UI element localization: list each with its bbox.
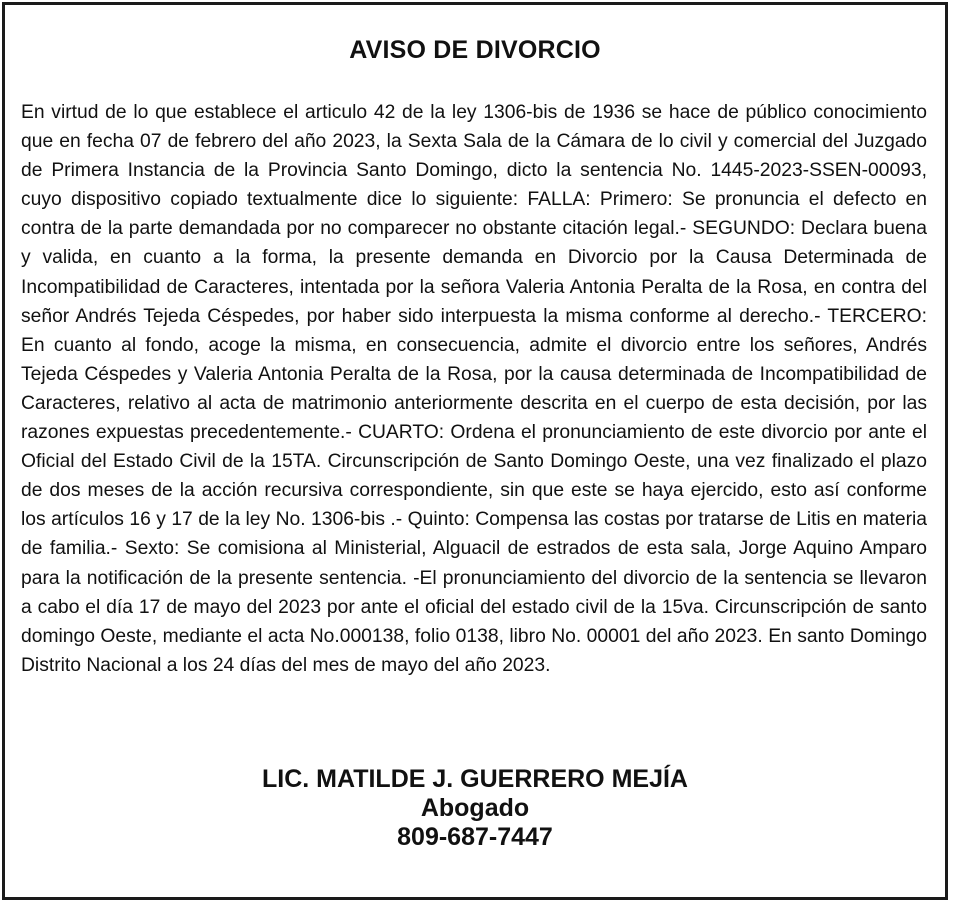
signature-phone: 809-687-7447 bbox=[397, 823, 553, 851]
divorce-notice bbox=[2, 2, 948, 900]
signature-block bbox=[5, 765, 945, 852]
notice-body: En virtud de lo que establece el articulo 42 de la ley 1306-bis de 1936 se hace de público conocimiento que en fecha 07 de febrero del año 2023, la Sexta Sala de la Cámara de lo civil y comercial del Juzgado de Primera Instancia de la Provincia Santo Domingo, dicto la sentencia No. 1445-2023-SSEN-00093, cuyo dispositivo copiado textualmente dice lo siguiente: FALLA: Primero: Se pronuncia el defecto en contra de la parte demandada por no comparecer no obstante citación legal.- SEGUNDO: Declara buena y valida, en cuanto a la forma, la presente demanda en Divorcio por la Causa Determinada de Incompatibilidad de Caracteres, intentada por la señora Valeria Antonia Peralta de la Rosa, en contra del señor Andrés Tejeda Céspedes, por haber sido interpuesta la misma conforme al derecho.- TERCERO: En cuanto al fondo, acoge la misma, en consecuencia, admite el divorcio entre los señores, Andrés Tejeda Céspedes y Valeria Antonia Peralta de la Rosa, por la causa determinada de Incompatibilidad de Caracteres, relativo al acta de matrimonio anteriormente descrita en el cuerpo de esta decisión, por las razones expuestas precedentemente.- CUARTO: Ordena el pronunciamiento de este divorcio por ante el Oficial del Estado Civil de la 15TA. Circunscripción de Santo Domingo Oeste, una vez finalizado el plazo de dos meses de la acción recursiva correspondiente, sin que este se haya ejercido, esto así conforme los artículos 16 y 17 de la ley No. 1306-bis .- Quinto: Compensa las costas por tratarse de Litis en materia de familia.- Sexto: Se comisiona al Ministerial, Alguacil de estrados de esta sala, Jorge Aquino Amparo para la notificación de la presente sentencia. -El pronunciamiento del divorcio de la sentencia se llevaron a cabo el día 17 de mayo del 2023 por ante el oficial del estado civil de la 15va. Circunscripción de santo domingo Oeste, mediante el acta No.000138, folio 0138, libro No. 00001 del año 2023. En santo Domingo Distrito Nacional a los 24 días del mes de mayo del año 2023. bbox=[21, 102, 927, 676]
notice-title: AVISO DE DIVORCIO bbox=[349, 36, 601, 64]
signature-role: Abogado bbox=[420, 794, 530, 822]
signature-name: LIC. MATILDE J. GUERRERO MEJÍA bbox=[262, 765, 688, 793]
